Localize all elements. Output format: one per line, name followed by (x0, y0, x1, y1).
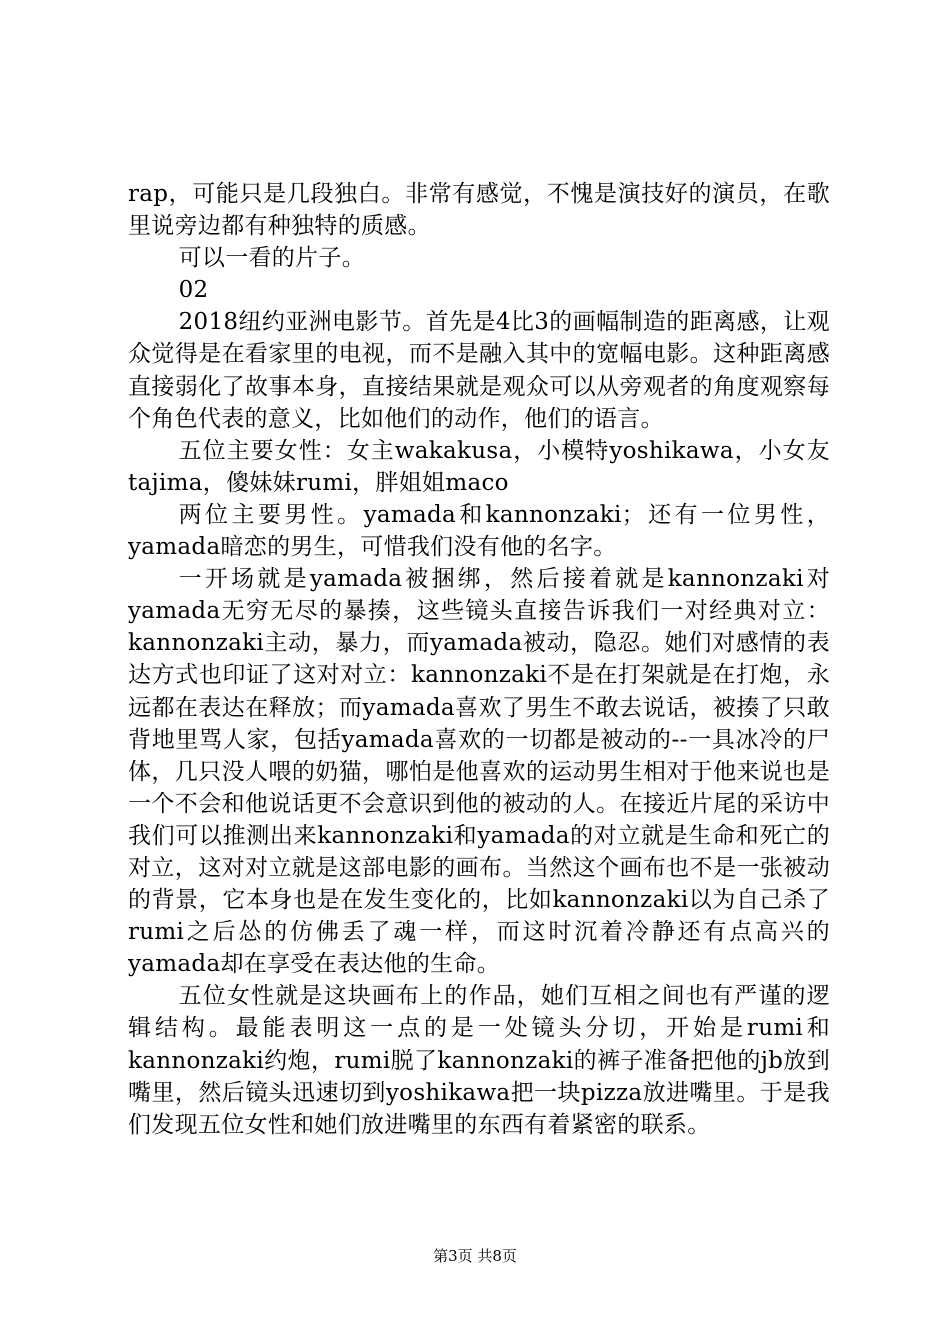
paragraph-male-characters: 两位主要男性。yamada和kannonzaki；还有一位男性，yamada暗恋的男生，可惜我们没有他的名字。 (128, 501, 830, 561)
paragraph-recommendation: 可以一看的片子。 (178, 245, 365, 272)
paragraph-opposition: 一开场就是yamada被捆绑，然后接着就是kannonzaki对yamada无穷无尽的暴揍，这些镜头直接告诉我们一对经典对立：kannonzaki主动，暴力，而yamada被动，隐忍。她们对感情的表达方式也印证了这对对立：kannonzaki不是在打架就是在打炮，永远都在表达在释放；而yamada喜欢了男生不敢去说话，被揍了只敢背地里骂人家，包括yamada喜欢的一切都是被动的--一具冰冷的尸体，几只没人喂的奶猫，哪怕是他喜欢的运动男生相对于他来说也是一个不会和他说话更不会意识到他的被动的人。在接近片尾的采访中我们可以推测出来kannonzaki和yamada的对立就是生命和死亡的对立，这对对立就是这部电影的画布。当然这个画布也不是一张被动的背景，它本身也是在发生变化的，比如kannonzaki以为自己杀了rumi之后怂的仿佛丢了魂一样，而这时沉着冷静还有点高兴的yamada却在享受在表达他的生命。 (128, 566, 830, 978)
paragraph-festival: 2018纽约亚洲电影节。首先是4比3的画幅制造的距离感，让观众觉得是在看家里的电视，而不是融入其中的宽幅电影。这种距离感直接弱化了故事本身，直接结果就是观众可以从旁观者的角度观察每个角色代表的意义，比如他们的动作，他们的语言。 (128, 309, 830, 432)
section-number: 02 (178, 277, 209, 304)
paragraph-female-characters: 五位主要女性：女主wakakusa，小模特yoshikawa，小女友tajima，傻妹妹rumi，胖姐姐maco (128, 437, 830, 496)
page-number-footer: 第3页 共8页 (433, 1247, 517, 1265)
paragraph-canvas-works: 五位女性就是这块画布上的作品，她们互相之间也有严谨的逻辑结构。最能表明这一点的是一处镜头分切，开始是rumi和kannonzaki约炮，rumi脱了kannonzaki的裤子准备把他的jb放到嘴里，然后镜头迅速切到yoshikawa把一块pizza放进嘴里。于是我们发现五位女性和她们放进嘴里的东西有着紧密的联系。 (128, 983, 830, 1138)
document-body (128, 178, 830, 1141)
paragraph-continuation: rap，可能只是几段独白。非常有感觉，不愧是演技好的演员，在歌里说旁边都有种独特的质感。 (128, 181, 830, 240)
